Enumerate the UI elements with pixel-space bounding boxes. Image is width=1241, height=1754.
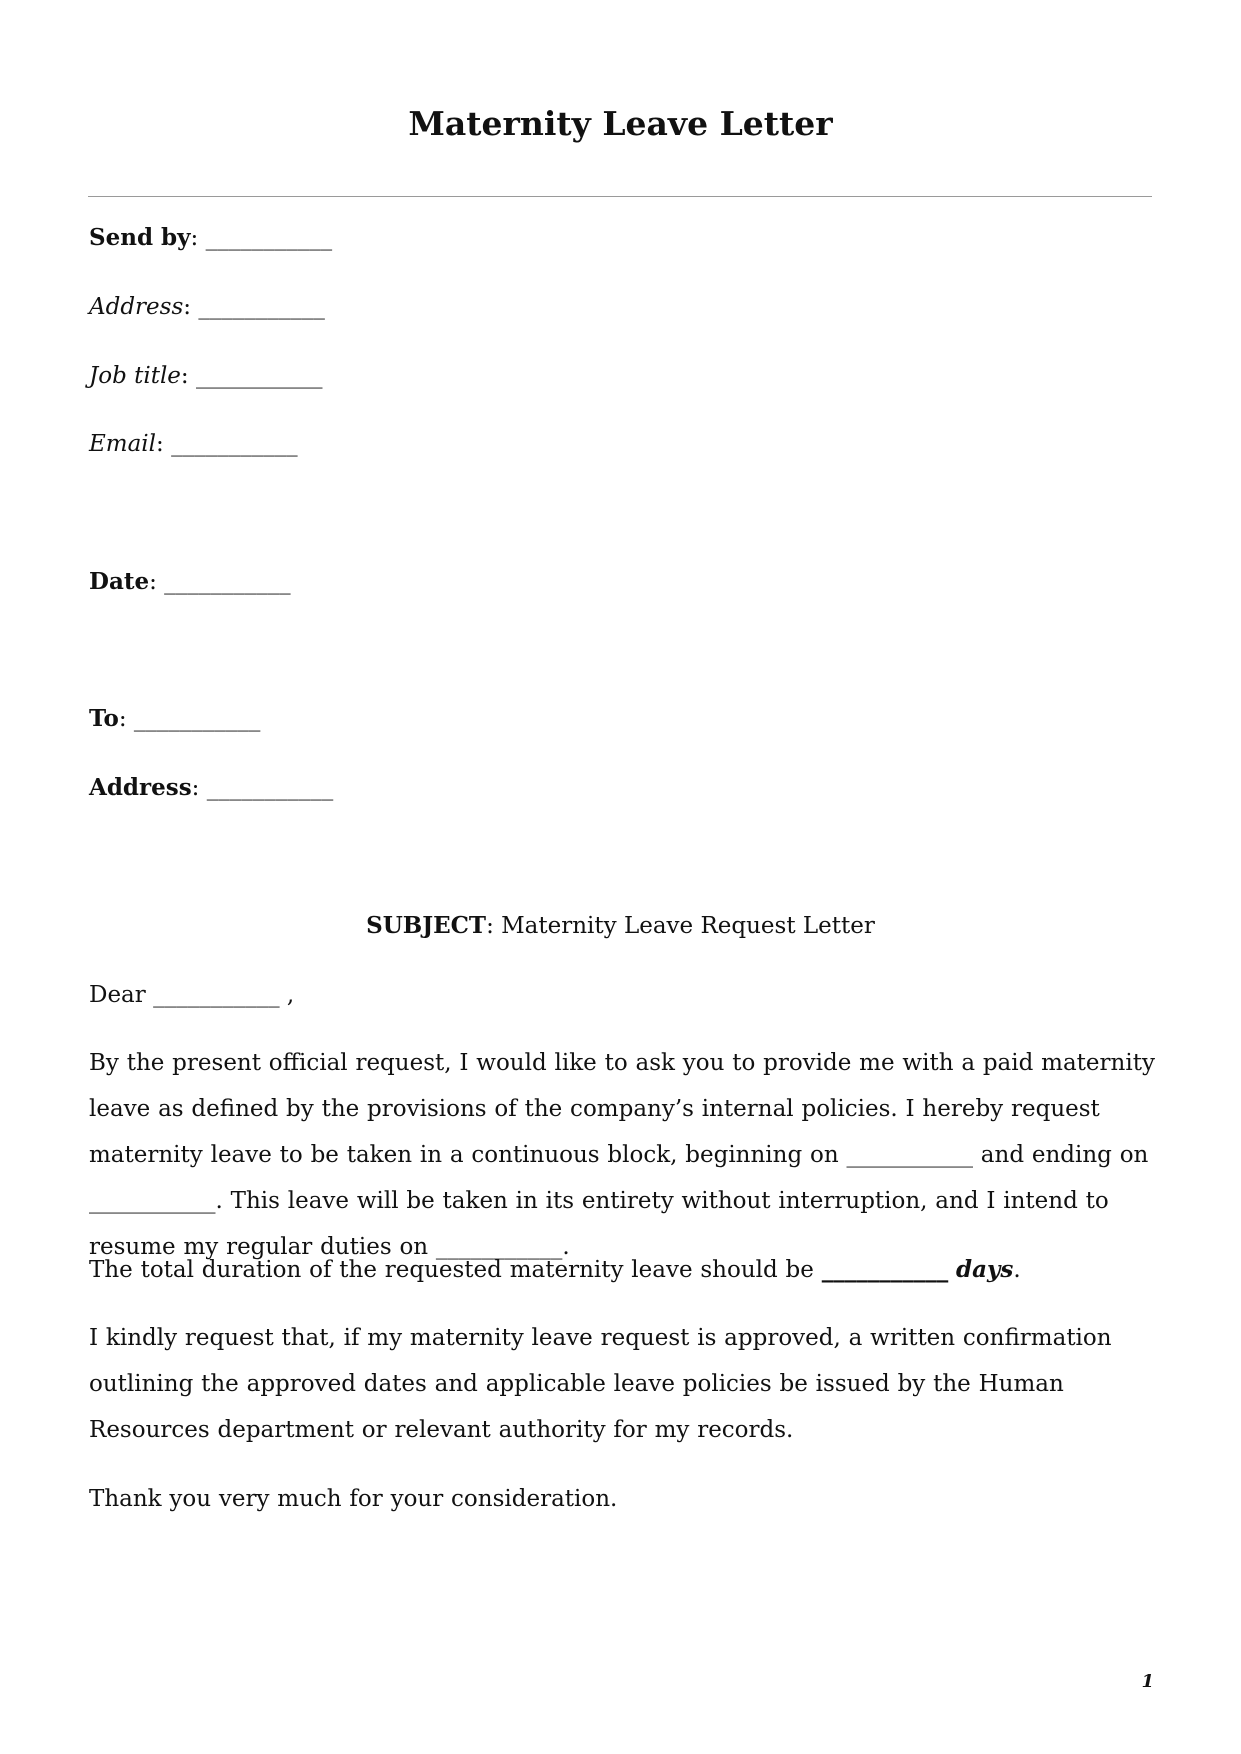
sender-address-label: Address: [89, 294, 184, 320]
subject-line: [0, 910, 1241, 942]
job-title-line: [89, 360, 322, 392]
email-label: Email: [89, 431, 157, 457]
duration-suffix: .: [1013, 1257, 1021, 1283]
recipient-address-label: Address: [89, 774, 192, 801]
salutation-prefix: Dear: [89, 982, 154, 1008]
end-date-blank: ___________: [89, 1188, 216, 1214]
closing-paragraph: Thank you very much for your consideration.: [89, 1486, 618, 1512]
request-text-2: and ending on: [972, 1142, 1149, 1168]
start-date-blank: ___________: [846, 1142, 973, 1168]
duration-text: The total duration of the requested maternity leave should be: [89, 1257, 822, 1283]
salutation: [89, 979, 294, 1011]
request-text-4: .: [562, 1234, 570, 1260]
title-divider: [88, 196, 1152, 197]
salutation-suffix: ,: [279, 982, 295, 1008]
send-by-label: Send by: [89, 224, 191, 251]
colon: :: [118, 706, 134, 732]
page-number: 1: [1141, 1671, 1154, 1692]
request-text-3: . This leave will be taken in its entirety without interruption, and I intend to resume my regular duties on: [89, 1188, 1109, 1260]
sender-address-blank: ___________: [198, 294, 325, 320]
job-title-blank: ___________: [195, 363, 323, 389]
resume-date-blank: ___________: [435, 1234, 563, 1260]
request-text-1: By the present official request, I would like to ask you to provide me with a paid maternity leave as defined by the provisions of the company’s internal policies. I hereby request maternity leave to be taken in a continuous block, beginning on: [89, 1050, 1155, 1168]
to-blank: ___________: [133, 706, 261, 732]
colon: :: [156, 431, 172, 457]
colon: :: [180, 363, 196, 389]
page-title: Maternity Leave Letter: [408, 104, 833, 143]
send-by-line: [89, 222, 332, 254]
send-by-blank: ___________: [205, 225, 333, 251]
days-blank: ___________: [821, 1256, 949, 1283]
subject-label: SUBJECT: [366, 912, 487, 939]
confirmation-paragraph: I kindly request that, if my maternity leave request is approved, a written confirmation outlining the approved dates and applicable leave policies be issued by the Human Resources department or relevant authority for my records.: [89, 1325, 1112, 1443]
recipient-address-line: [89, 772, 333, 804]
recipient-address-blank: ___________: [206, 775, 334, 801]
date-blank: ___________: [164, 569, 291, 595]
colon: :: [190, 225, 206, 251]
colon: :: [149, 569, 165, 595]
date-label: Date: [89, 568, 150, 595]
subject-text: : Maternity Leave Request Letter: [486, 913, 875, 939]
email-blank: ___________: [171, 431, 298, 457]
job-title-label: Job title: [89, 363, 181, 389]
sender-address-line: [89, 291, 325, 323]
email-line: [89, 428, 298, 460]
recipient-name-blank: ___________: [153, 982, 280, 1008]
to-label: To: [89, 705, 119, 732]
request-paragraph: [89, 1040, 1159, 1270]
date-line: [89, 566, 291, 598]
colon: :: [183, 294, 199, 320]
colon: :: [191, 775, 207, 801]
days-label: days: [956, 1256, 1014, 1283]
duration-paragraph: [89, 1247, 1159, 1293]
to-line: [89, 703, 260, 735]
